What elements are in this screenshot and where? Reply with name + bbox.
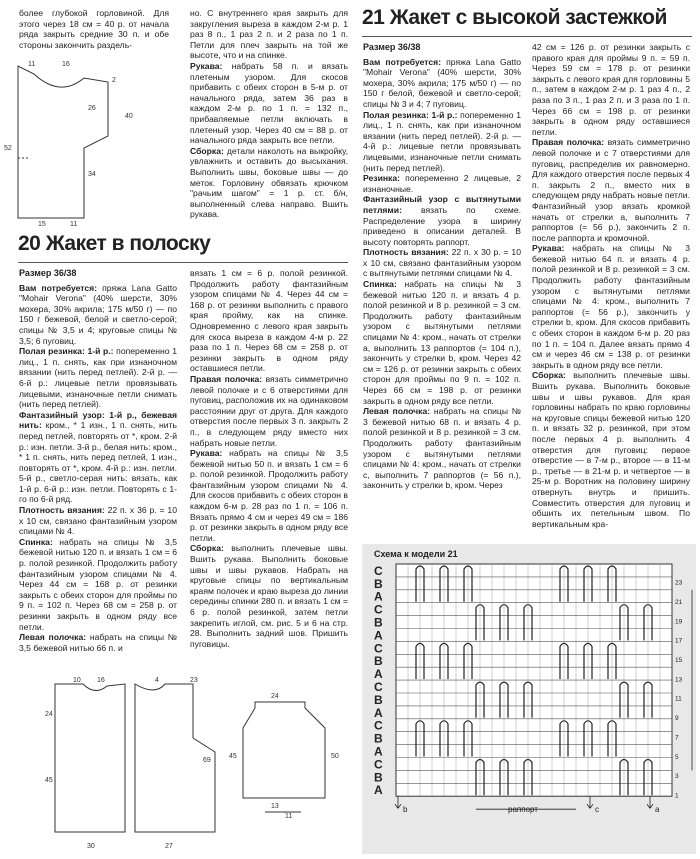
run-text: набрать на спицы № 3 бежевой нитью 120 п. и вязать 4 р. полой резинкой и 8 р. резинкой = 3 см. Продолжить работу фантазийным узором с вытянутыми петлями спицами № 4: кром., начать от стрелки а, выполнить 13 раппортов (= 104 п.), закончить у стрелки b, кром. Через 42 см = 126 р. от резинки закрыть с обеих сторон для проймы по 9 п. = 102 п. Через 66 см = 198 р. от резинки закрыть в одном ряду все петли. (363, 279, 521, 406)
run-text: пряжа Lana Gatto "Mohair Verona" (40% шерсти, 30% мохера, 30% акрила; 175 м/50 г) — по 150 г бежевой, белой и светло-серой; спицы № 3,5 и 4; круговые спицы № 3,5; 6 пуговиц. (19, 282, 177, 346)
row-number: 23 (675, 579, 683, 587)
dim-label: 27 (165, 843, 173, 850)
repeat-label: раппорт (508, 805, 538, 815)
dim-label: 45 (229, 753, 237, 760)
pattern-diagram-bottom-left (15, 672, 225, 857)
row-letter: B (374, 770, 383, 785)
pattern-diagram-top (0, 58, 148, 228)
paragraph (190, 61, 348, 146)
row-letter: B (374, 654, 383, 669)
row-letter: A (374, 705, 383, 720)
row-number: 21 (675, 598, 683, 606)
paragraph (190, 448, 348, 543)
dim-label: 23 (190, 677, 198, 684)
top-text-col1 (19, 8, 169, 50)
arrow-label: b (403, 805, 408, 815)
article21-col2 (532, 42, 690, 529)
row-letter: A (374, 783, 383, 798)
paragraph (363, 57, 521, 110)
dim-label: 30 (87, 843, 95, 850)
article21-title: 21 Жакет с высокой застежкой (362, 6, 667, 29)
row-number: 19 (675, 618, 683, 626)
top-text-col2 (190, 8, 348, 220)
row-letter: B (374, 731, 383, 746)
run-label: Фантазийный узор: 1-й р., бежевая нить: (19, 409, 177, 431)
schema-grid (362, 562, 696, 852)
rapport-side-label (695, 653, 696, 680)
run-text: пряжа Lana Gatto "Mohair Verona" (40% шерсти, 30% мохера, 30% акрила; 175 м/50 г) — по 150 г белой, бежевой и светло-серой; спицы № 3 и 4; 7 пуговиц. (363, 56, 521, 109)
dim-label: 11 (285, 813, 293, 818)
run-label: Полая резинка: 1-й р.: (19, 346, 114, 357)
row-letter: A (374, 589, 383, 604)
row-number: 7 (675, 734, 679, 742)
row-letter: C (374, 563, 383, 578)
paragraph (363, 406, 521, 491)
arrow-icon (587, 796, 593, 808)
paragraph (363, 247, 521, 279)
article21-col1 (363, 42, 521, 491)
dim-label: 13 (271, 803, 279, 810)
run-text: выполнить плечевые швы. Вшить рукава. Выполнить боковые швы и швы рукавов. Для края горловины набрать по краю горловины на круговые спицы бежевой нитью 120 п. и вязать 32 р. резинкой, при этом после первых 4 р. выполнить 4 отверстия для пуговиц: первое отверстие — в 7-м р., второе — в 11-м р., третье — в 21-м р. и четвертое — в 25-м р. Воротник на половину ширину отвернуть внутрь и пришить. Совместить отверстия для пуговиц и обшить их петельным швом. По вертикальным кра- (532, 370, 690, 529)
paragraph (363, 194, 521, 247)
paragraph (19, 283, 177, 347)
dim-label: 11 (28, 61, 36, 68)
dim-label: 2 (112, 77, 116, 84)
row-letter: C (374, 718, 383, 733)
paragraph (363, 173, 521, 194)
paragraph: но. С внутреннего края закрыть для закругления выреза в каждом 2-м р. 1 раз 8 п., 1 раз 2 п. и 2 раза по 1 п. Петли для плеч закрыть на той же высоте, что и на спинке. (190, 8, 348, 61)
size-heading: Размер 36/38 (363, 42, 421, 52)
paragraph (19, 346, 177, 410)
row-letter: C (374, 602, 383, 617)
row-number: 13 (675, 676, 683, 684)
run-text: набрать на спицы № 3,5 бежевой нитью 66 п. и (19, 632, 177, 653)
run-label: Левая полочка: (19, 632, 87, 643)
dim-label: 10 (73, 677, 81, 684)
row-letter: B (374, 576, 383, 591)
run-label: Вам потребуется: (363, 56, 442, 67)
arrow-icon (395, 796, 401, 808)
paragraph: вязать 1 см = 6 р. полой резинкой. Продолжить работу фантазийным узором спицами № 4. Через 44 см = 168 р. от резинки выполнить с правого края пройму, как на спинке. Одновременно с левого края закрыть для скоса выреза в каждом 4-м р. 22 раза по 1 п. Через 68 см = 258 р. от резинки закрыть в одном ряду оставшиеся петли. (190, 268, 348, 374)
arrow-icon (647, 796, 653, 808)
row-number: 11 (675, 695, 682, 703)
paragraph: 42 см = 126 р. от резинки закрыть с правого края для проймы 9 п. = 59 п. Через 59 см = 178 р. от резинки закрыть с левого края для горловины 5 п., затем в каждом 2-м р. 1 раз 4 п., 2 раза по 3 п., 1 раз 2 п. и 3 раза по 1 п. Через 66 см = 198 р. от резинки закрыть в одном ряду оставшиеся петли. (532, 42, 690, 137)
dim-label: 52 (4, 145, 12, 152)
dim-label: 24 (271, 693, 279, 700)
run-text: попеременно 1 лиц., 1 п. снять, как при изнаночном вязании (нить перед петлей). 2-й р. — 4-й р.: лицевые петли провязывать лицевыми, изнаночные петли снимать (нить перед петлей). (363, 109, 521, 173)
run-text: кром., * 1 изн., 1 п. снять, нить перед петлей, повторять от *, кром. 2-й р.: изн. петли. 3-й р., белая нить: кром., * 1 п. снять, нить перед петлей, 1 изн., повторять от *, кром. 4-й р.: изн. петли. 5-й р., светло-серая нить: вязать, как 1-й р. 6-й р.: изн. петли. Повторять с 1-го по 6-й ряд. (19, 420, 177, 505)
run-label: Сборка: (190, 543, 224, 554)
paragraph (532, 243, 690, 370)
paragraph (19, 410, 177, 505)
schema-title: Схема к модели 21 (374, 549, 458, 559)
paragraph (532, 370, 690, 529)
run-label: Левая полочка: (363, 406, 431, 417)
run-text: попеременно 1 лиц., 1 п. снять, как при изнаночном вязании (нить перед петлей). 2-й р. — 6-й р.: лицевые петли провязывать лицевыми, изнаночные петли снимать (нить перед петлей). (19, 346, 177, 410)
run-text: вязать по схеме. Распределение узора в ширину приведено в описании деталей. В высоту повторять раппорт. (363, 204, 521, 247)
run-label: Полая резинка: 1-й р.: (363, 109, 458, 120)
dim-label: 16 (97, 677, 105, 684)
run-text: попеременно 2 лицевые, 2 изнаночные. (363, 173, 521, 194)
run-text: набрать на спицы № 3,5 бежевой нитью 50 п. и вязать 1 см = 6 р. полой резинкой. Продолжить работу фантазийным узором спицами № 4. Для скосов прибавить с обеих сторон в каждом 6-м р. 28 раз по 1 п. = 106 п. Вязать прямо 4 см и через 49 см = 186 р. от резинки закрыть в одном ряду все петли. (190, 448, 348, 543)
row-letter: C (374, 680, 383, 694)
arrow-label: c (595, 805, 599, 815)
run-text: вязать симметрично левой полочке и с 6 отверстиями для пуговиц, расположив их на одинаковом расстоянии друг от друга. Для каждого отверстия после первых 3 п. закрыть 2 п., в следующем ряду вместо них набрать новые петли. (190, 373, 348, 448)
run-label: Резинка: (363, 173, 400, 184)
run-label: Рукава: (190, 60, 223, 71)
divider (18, 262, 348, 263)
run-label: Рукава: (190, 448, 223, 459)
run-label: Вам потребуется: (19, 282, 98, 293)
run-label: Сборка: (532, 370, 566, 381)
run-label: Рукава: (532, 243, 565, 254)
row-letter: A (374, 744, 383, 759)
row-number: 1 (675, 792, 679, 800)
paragraph (190, 146, 348, 220)
run-text: набрать на спицы № 3,5 бежевой нитью 120 п. и вязать 1 см = 6 р. полой резинкой. Продолжить работу фантазийным узором спицами № 4. Через 44 см = 168 р. от резинки закрыть с обеих сторон для проймы по 9 п. = 102 п. Через 68 см = 258 р. от резинки закрыть в одном ряду все петли. (19, 536, 177, 632)
dim-label: 45 (45, 777, 53, 784)
row-letter: A (374, 628, 383, 643)
divider (362, 36, 692, 37)
run-text: набрать 58 п. и вязать плетеным узором. Для скосов прибавить с обеих сторон в 5-м р. от начального ряда, затем 36 раз в каждом 2-м р. по 1 п. = 132 п., прибавляемые петли включать в плетеный узор. Через 40 см = 88 р. от начального ряда закрыть все петли. (190, 60, 348, 146)
paragraph (363, 279, 521, 406)
paragraph (190, 374, 348, 448)
run-text: 22 п. x 30 р. = 10 x 10 см, связано фантазийным узором с вытянутыми петлями спицами № 4. (363, 247, 521, 279)
dim-label: 34 (88, 171, 96, 178)
run-label: Плотность вязания: (363, 247, 449, 258)
dim-label: 16 (62, 61, 70, 68)
paragraph (190, 543, 348, 649)
run-text: 22 п. x 36 р. = 10 x 10 см, связано фантазийным узором спицами № 4. (19, 505, 177, 537)
run-label: Сборка: (190, 145, 224, 156)
dim-label: 24 (45, 711, 53, 718)
run-text: вязать симметрично левой полочке и с 7 отверстиями для пуговиц, распределив их равномерно. Для каждого отверстия после первых 4 п. закрыть 2 п., вместо них в следующем ряду набрать новые петли. Фантазийный узор вязать кромкой начать от стрелки a, выполнить 7 раппортов (= 56 р.), закончить 2 п. после раппорта и кромочной. (532, 137, 690, 243)
run-label: Спинка: (363, 279, 397, 290)
row-letter: B (374, 615, 383, 630)
paragraph (532, 137, 690, 243)
size-heading: Размер 36/38 (19, 268, 77, 278)
dim-label: 69 (203, 757, 211, 764)
schema-panel (362, 544, 696, 854)
row-number: 15 (675, 657, 683, 665)
dim-label: 15 (38, 221, 46, 228)
paragraph (19, 505, 177, 537)
paragraph: более глубокой горловиной. Для этого через 18 см = 40 р. от начала ряда закрыть средние 30 п. и обе стороны закончить раздель- (19, 8, 169, 50)
row-number: 3 (675, 773, 679, 781)
run-text: выполнить плечевые швы. Вшить рукава. Выполнить боковые швы и швы рукавов. Набрать на круговые спицы по вертикальным краям полочек и краю выреза до линии середины спинки 280 п. и вязать 1 см = 6 р. полой резинкой, затем петли закрепить иглой, см. рис. 5 и 6 на стр. 28. Выполнить задний шов. Пришить пуговицы. (190, 543, 348, 649)
row-number: 17 (675, 637, 683, 645)
row-letter: C (374, 757, 383, 772)
row-letter: B (374, 692, 383, 707)
run-label: Правая полочка: (532, 137, 605, 148)
run-text: детали наколоть на выкройку, увлажнить и оставить до высыхания. Выполнить швы, боковые швы — до меток. Горловину обвязать крючком "рачьим шагом" = 1 р. ст. б/н, выполненный слева направо. Вшить рукава. (190, 145, 348, 220)
paragraph (19, 537, 177, 632)
run-label: Спинка: (19, 536, 53, 547)
run-text: набрать на спицы № 3 бежевой нитью 64 п. и вязать 4 р. полой резинкой и 8 р. резинкой = 3 см. Продолжить работу фантазийным узором с вытянутыми петлями спицами № 4: кром., выполнить 7 раппортов (= 56 р.), закончить у стрелки b, кром. Для скосов прибавить с обеих сторон в каждом 6-м р. 20 раз по 1 п. = 104 п. Далее вязать прямо 4 см и через 46 см = 138 р. от резинки закрыть в одном ряду все петли. (532, 243, 690, 370)
paragraph (19, 632, 177, 653)
arrow-label: a (655, 805, 660, 815)
row-letter: A (374, 667, 383, 682)
run-label: Плотность вязания: (19, 505, 105, 516)
run-label: Фантазийный узор с вытянутыми петлями: (363, 194, 521, 215)
run-text: набрать на спицы № 3 бежевой нитью 68 п. и вязать 4 р. полой резинкой и 8 р. резинкой = 3 см. Продолжить работу фантазийным узором с вытянутыми петлями спицами № 4: кром., начать от стрелки c, выполнить 7 раппортов (= 56 п.), закончить у стрелки b, кром. Через (363, 406, 521, 491)
paragraph (363, 110, 521, 174)
dim-label: 40 (125, 113, 133, 120)
article20-title: 20 Жакет в полоску (18, 232, 211, 255)
article20-col2 (190, 268, 348, 649)
dim-label: 26 (88, 105, 96, 112)
row-letter: C (374, 641, 383, 656)
row-number: 9 (675, 715, 679, 723)
dim-label: 50 (331, 753, 339, 760)
run-label: Правая полочка: (190, 373, 263, 384)
dim-label: 11 (70, 221, 78, 228)
dim-label: 4 (155, 677, 159, 684)
article20-col1 (19, 268, 177, 653)
row-number: 5 (675, 753, 679, 761)
pattern-diagram-sleeve (225, 688, 350, 818)
